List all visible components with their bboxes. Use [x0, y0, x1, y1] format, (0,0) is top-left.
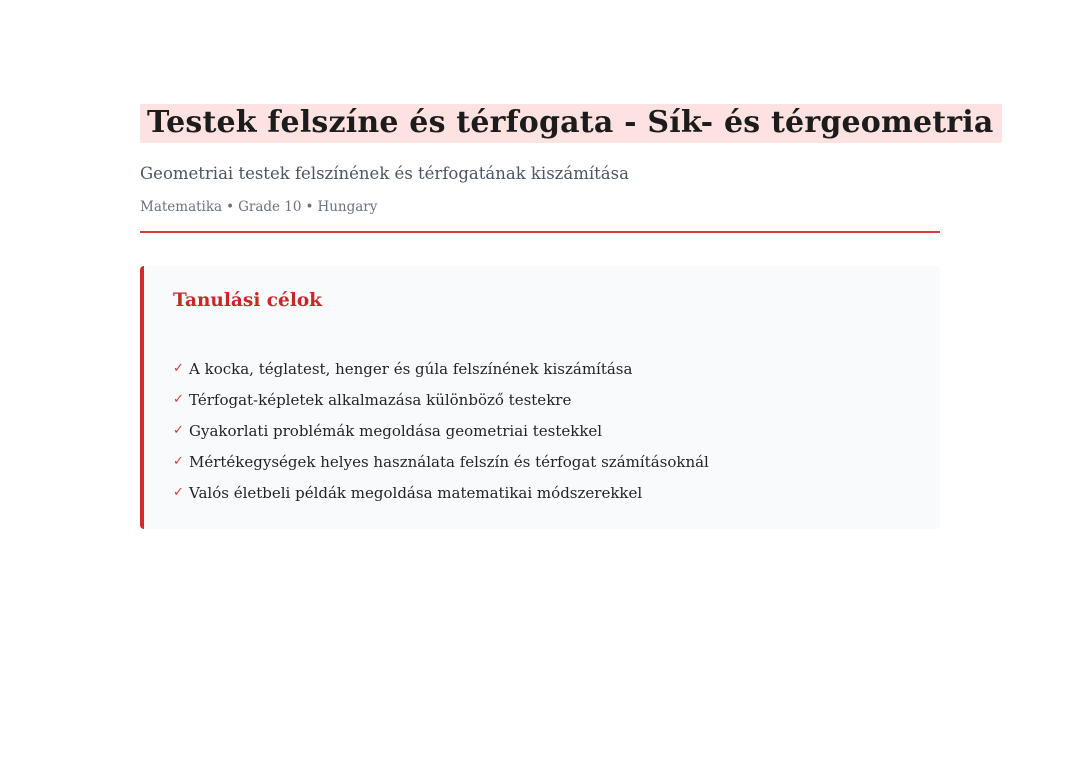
- list-item: [173, 446, 940, 477]
- title-highlight: [140, 104, 1002, 143]
- learning-goals-list: [173, 353, 940, 508]
- list-item-text: Térfogat-képletek alkalmazása különböző testekre: [189, 390, 572, 409]
- check-icon: ✓: [173, 361, 184, 376]
- meta-separator: •: [226, 199, 235, 215]
- meta-separator: •: [305, 199, 314, 215]
- meta-grade: Grade 10: [238, 199, 302, 215]
- list-item: [173, 384, 940, 415]
- list-item-text: A kocka, téglatest, henger és gúla felszínének kiszámítása: [189, 359, 633, 378]
- check-icon: ✓: [173, 485, 184, 500]
- meta-country: Hungary: [317, 199, 378, 215]
- header-divider: [140, 231, 940, 233]
- list-item: [173, 415, 940, 446]
- meta-line: [140, 198, 940, 216]
- page-subtitle: Geometriai testek felszínének és térfogatának kiszámítása: [140, 164, 629, 183]
- list-item-text: Valós életbeli példák megoldása matematikai módszerekkel: [189, 483, 643, 502]
- check-icon: ✓: [173, 423, 184, 438]
- check-icon: ✓: [173, 454, 184, 469]
- list-item-text: Gyakorlati problémák megoldása geometriai testekkel: [189, 421, 603, 440]
- list-item-text: Mértékegységek helyes használata felszín és térfogat számításoknál: [189, 452, 709, 471]
- document-page: [140, 104, 994, 529]
- list-item: [173, 477, 940, 508]
- learning-goals-heading: Tanulási célok: [173, 290, 323, 311]
- page-title: Testek felszíne és térfogata - Sík- és térgeometria: [147, 105, 994, 140]
- learning-goals-card: [140, 266, 940, 529]
- meta-subject: Matematika: [140, 199, 223, 215]
- list-item: [173, 353, 940, 384]
- check-icon: ✓: [173, 392, 184, 407]
